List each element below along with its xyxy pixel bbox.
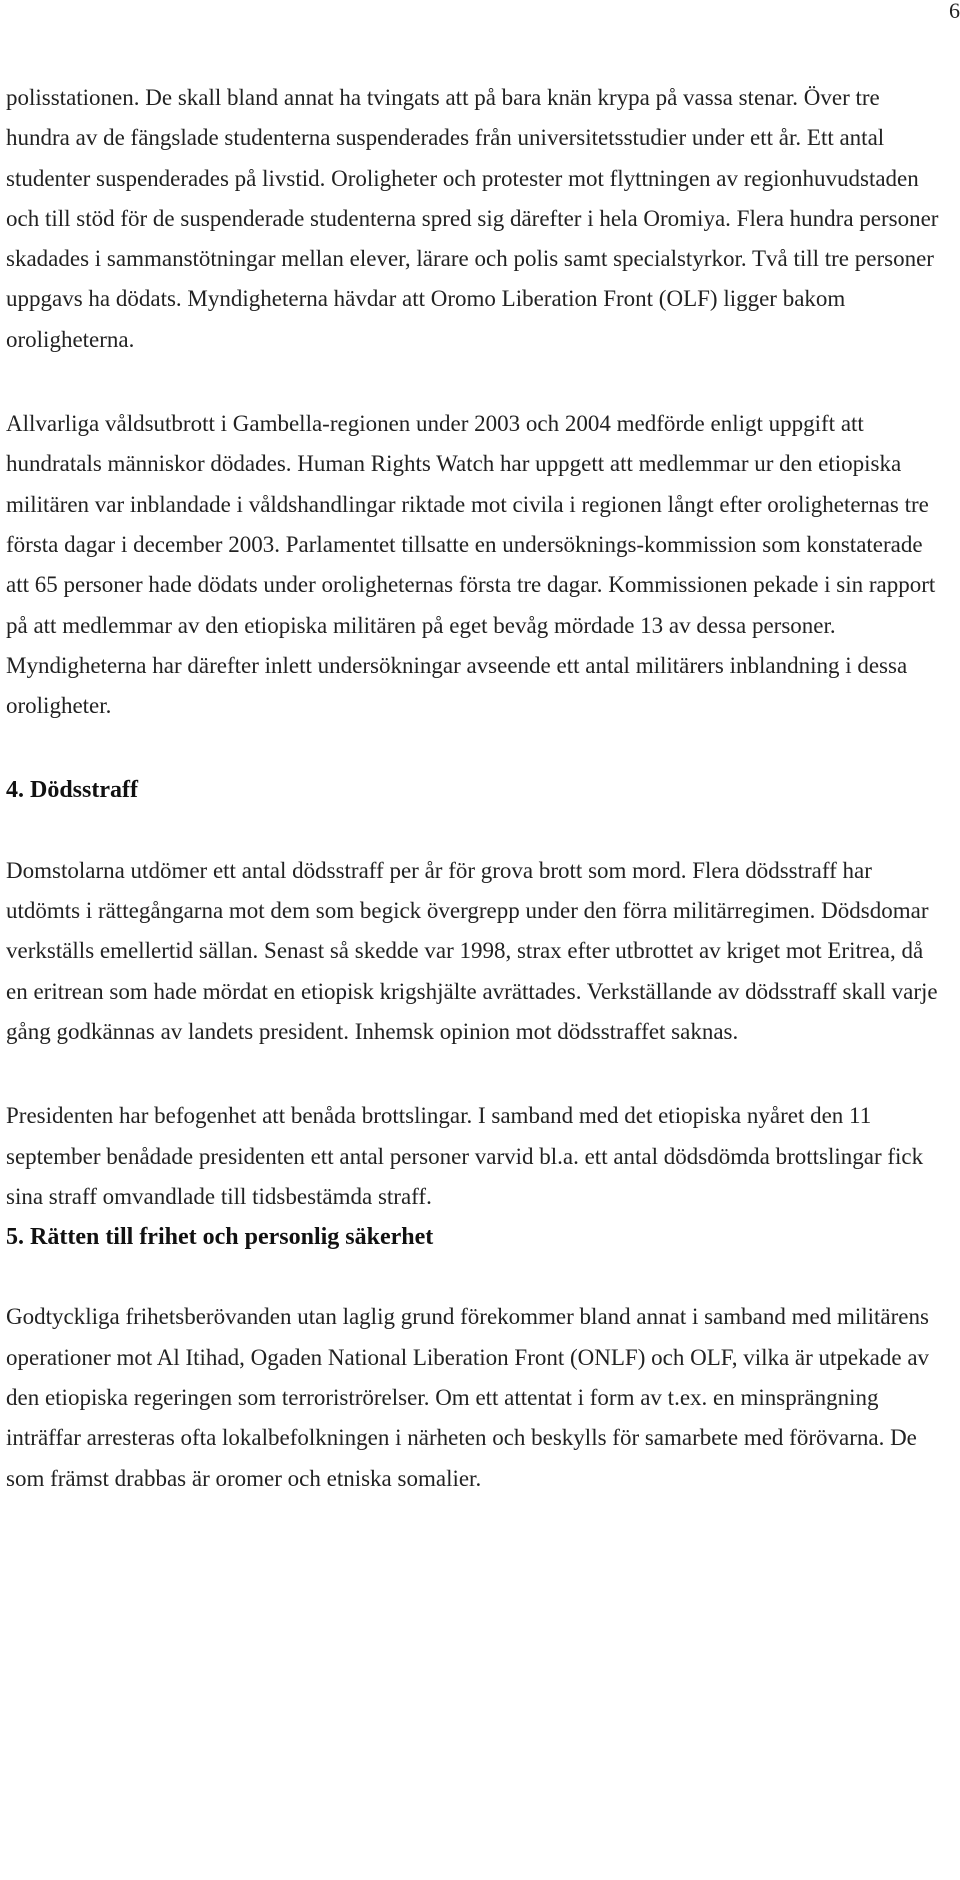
section-heading-death-penalty: 4. Dödsstraff	[6, 777, 138, 804]
section-heading-liberty-security: 5. Rätten till frihet och personlig säkerhet	[6, 1224, 434, 1251]
document-body	[6, 78, 942, 1499]
page-number: 6	[949, 0, 960, 23]
paragraph-arbitrary-detention: Godtyckliga frihetsberövanden utan laglig grund förekommer bland annat i samband med militärens operationer mot Al Itihad, Ogaden National Liberation Front (ONLF) och OLF, vilka är utpekade av den etiopiska regeringen som terroriströrelser. Om ett attentat i form av t.ex. en minsprängning inträffar arresteras ofta lokalbefolkningen i närheten och beskylls för samarbete med förövarna. De som främst drabbas är oromer och etniska somalier.	[6, 1304, 930, 1491]
paragraph-death-sentences: Domstolarna utdömer ett antal dödsstraff per år för grova brott som mord. Flera dödsstraff har utdömts i rättegångarna mot dem som begick övergrepp under den förra militärregimen. Dödsdomar verkställs emellertid sällan. Senast så skedde var 1998, strax efter utbrottet av kriget mot Eritrea, då en eritrean som hade mördat en etiopisk krigshjälte avrättades. Verkställande av dödsstraff skall varje gång godkännas av landets president. Inhemsk opinion mot dödsstraffet saknas.	[6, 857, 938, 1044]
paragraph-gambella-violence: Allvarliga våldsutbrott i Gambella-regionen under 2003 och 2004 medförde enligt uppgift att hundratals människor dödades. Human Rights Watch har uppgett att medlemmar ur den etiopiska militären var inblandade i våldshandlingar riktade mot civila i regionen långt efter oroligheternas tre första dagar i december 2003. Parlamentet tillsatte en undersöknings-kommission som konstaterade att 65 personer hade dödats under oroligheternas första tre dagar. Kommissionen pekade i sin rapport på att medlemmar av den etiopiska militären på eget bevåg mördade 13 av dessa personer. Myndigheterna har därefter inlett undersökningar avseende ett antal militärers inblandning i dessa oroligheter.	[6, 411, 936, 719]
paragraph-presidential-pardon: Presidenten har befogenhet att benåda brottslingar. I samband med det etiopiska nyåret den 11 september benådade presidenten ett antal personer varvid bl.a. ett antal dödsdömda brottslingar fick sina straff omvandlade till tidsbestämda straff.	[6, 1103, 924, 1209]
paragraph-oromiya-unrest: polisstationen. De skall bland annat ha tvingats att på bara knän krypa på vassa stenar. Över tre hundra av de fängslade studenterna suspenderades från universitetsstudier under ett år. Ett antal studenter suspenderades på livstid. Oroligheter och protester mot flyttningen av regionhuvudstaden och till stöd för de suspenderade studenterna spred sig därefter i hela Oromiya. Flera hundra personer skadades i sammanstötningar mellan elever, lärare och polis samt specialstyrkor. Två till tre personer uppgavs ha dödats. Myndigheterna hävdar att Oromo Liberation Front (OLF) ligger bakom oroligheterna.	[6, 85, 939, 352]
